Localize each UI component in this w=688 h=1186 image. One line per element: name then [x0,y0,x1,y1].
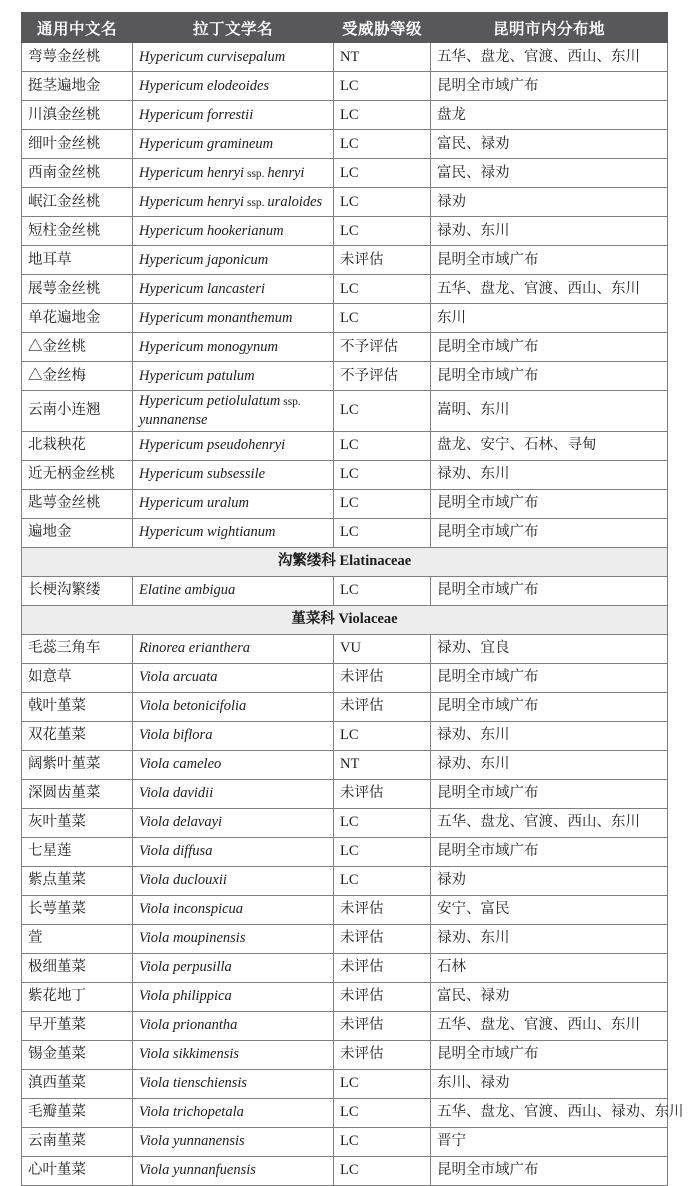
table-row [22,130,668,159]
latin-name-cell [133,333,334,362]
status-cell: LC [334,431,431,460]
status-cell: 未评估 [334,1040,431,1069]
latin-name-cell [133,1011,334,1040]
family-section-label: 沟繁缕科 Elatinaceae [22,547,668,576]
common-name-cell: 毛蕊三角车 [22,634,133,663]
distribution-cell: 昆明全市域广布 [431,489,668,518]
distribution-cell: 富民、禄劝 [431,130,668,159]
latin-name-text: Hypericum henryi [139,164,245,181]
latin-name-cell [133,750,334,779]
distribution-cell: 昆明全市域广布 [431,692,668,721]
distribution-cell: 安宁、富民 [431,895,668,924]
header-row [22,13,668,43]
latin-name-cell [133,924,334,953]
latin-name-cell [133,1069,334,1098]
latin-name-cell [133,895,334,924]
latin-name-cell [133,431,334,460]
table-row [22,391,668,432]
distribution-cell: 昆明全市域广布 [431,576,668,605]
latin-name-text: yunnanense [139,411,208,428]
common-name-cell: 紫花地丁 [22,982,133,1011]
latin-name-text: Hypericum pseudohenryi [139,437,286,454]
status-cell: LC [334,1156,431,1185]
distribution-cell: 昆明全市域广布 [431,333,668,362]
distribution-cell: 昆明全市域广布 [431,1040,668,1069]
latin-name-text: Hypericum patulum [139,367,255,384]
latin-name-cell [133,304,334,333]
table-row [22,72,668,101]
table-row [22,1127,668,1156]
latin-name-text: Hypericum elodeoides [139,77,270,94]
common-name-cell: 单花遍地金 [22,304,133,333]
distribution-cell: 昆明全市域广布 [431,779,668,808]
common-name-cell: 遍地金 [22,518,133,547]
latin-name-text: Viola moupinensis [139,930,246,947]
latin-name-text: Hypericum uralum [139,495,249,512]
status-cell: 未评估 [334,1011,431,1040]
latin-name-text: Hypericum japonicum [139,251,269,268]
common-name-cell: 锡金堇菜 [22,1040,133,1069]
common-name-cell: 岷江金丝桃 [22,188,133,217]
latin-name-cell [133,489,334,518]
distribution-cell: 禄劝、宜良 [431,634,668,663]
latin-name-cell [133,1040,334,1069]
distribution-cell: 昆明全市域广布 [431,72,668,101]
status-cell: NT [334,750,431,779]
table-row [22,43,668,72]
latin-name-text: Viola betonicifolia [139,698,247,715]
latin-name-text: Viola sikkimensis [139,1046,240,1063]
latin-name-text: Hypericum monogynum [139,338,278,355]
common-name-cell: 心叶堇菜 [22,1156,133,1185]
latin-name-cell [133,1098,334,1127]
distribution-cell: 石林 [431,953,668,982]
common-name-cell: 阔紫叶堇菜 [22,750,133,779]
distribution-cell: 禄劝、东川 [431,924,668,953]
latin-name-text: Viola inconspicua [139,901,244,918]
common-name-cell: 萱 [22,924,133,953]
table-row [22,895,668,924]
family-section-row [22,547,668,576]
latin-name-text: Hypericum gramineum [139,135,274,152]
distribution-cell: 昆明全市域广布 [431,246,668,275]
table-row [22,924,668,953]
common-name-cell: 戟叶堇菜 [22,692,133,721]
common-name-cell: 弯萼金丝桃 [22,43,133,72]
common-name-cell: 长梗沟繁缕 [22,576,133,605]
latin-name-text: Hypericum wightianum [139,524,276,541]
latin-name-cell [133,362,334,391]
common-name-cell: 滇西堇菜 [22,1069,133,1098]
table-body [22,43,684,1186]
status-cell: LC [334,489,431,518]
distribution-cell: 盘龙、安宁、石林、寻甸 [431,431,668,460]
distribution-cell: 禄劝、东川 [431,750,668,779]
status-cell: LC [334,808,431,837]
latin-name-text: Hypericum lancasteri [139,280,266,297]
latin-name-text: Hypericum hookerianum [139,222,284,239]
distribution-cell: 富民、禄劝 [431,982,668,1011]
latin-name-text: Viola davidii [139,785,214,802]
column-header-common-name: 通用中文名 [22,13,133,43]
status-cell: LC [334,1069,431,1098]
status-cell: LC [334,275,431,304]
latin-name-text: henryi [267,164,305,181]
status-cell: LC [334,304,431,333]
status-cell: 未评估 [334,895,431,924]
latin-name-text: Viola diffusa [139,843,213,860]
status-cell: NT [334,43,431,72]
latin-name-text: Viola trichopetala [139,1104,244,1121]
distribution-cell: 盘龙 [431,101,668,130]
latin-name-cell [133,246,334,275]
common-name-cell: 西南金丝桃 [22,159,133,188]
common-name-cell: 深圆齿堇菜 [22,779,133,808]
latin-name-text: Viola cameleo [139,756,222,773]
latin-name-cell [133,43,334,72]
common-name-cell: 川滇金丝桃 [22,101,133,130]
common-name-cell: △金丝梅 [22,362,133,391]
table-row [22,808,668,837]
common-name-cell: 灰叶堇菜 [22,808,133,837]
latin-name-text: Viola yunnanensis [139,1133,245,1150]
status-cell: LC [334,460,431,489]
latin-name-cell [133,159,334,188]
table-row [22,188,668,217]
latin-name-text: Hypericum forrestii [139,106,254,123]
species-table [21,12,684,1186]
latin-name-cell [133,663,334,692]
table-row [22,304,668,333]
common-name-cell: 紫点堇菜 [22,866,133,895]
latin-name-cell [133,721,334,750]
distribution-cell: 禄劝、东川 [431,460,668,489]
distribution-cell: 五华、盘龙、官渡、西山、东川 [431,275,668,304]
latin-name-cell [133,188,334,217]
common-name-cell: 挺茎遍地金 [22,72,133,101]
latin-name-text: Hypericum curvisepalum [139,48,286,65]
latin-name-cell [133,391,334,432]
common-name-cell: 北栽秧花 [22,431,133,460]
common-name-cell: 极细堇菜 [22,953,133,982]
distribution-cell: 昆明全市域广布 [431,663,668,692]
latin-name-cell [133,808,334,837]
common-name-cell: △金丝桃 [22,333,133,362]
distribution-cell: 嵩明、东川 [431,391,668,432]
common-name-cell: 双花堇菜 [22,721,133,750]
status-cell: LC [334,101,431,130]
distribution-cell: 东川、禄劝 [431,1069,668,1098]
latin-name-text: Viola perpusilla [139,959,232,976]
table-row [22,982,668,1011]
table-row [22,779,668,808]
table-row [22,634,668,663]
column-header-distribution: 昆明市内分布地 [431,13,668,43]
table-row [22,692,668,721]
status-cell: LC [334,518,431,547]
latin-name-cell [133,576,334,605]
status-cell: LC [334,217,431,246]
common-name-cell: 七星莲 [22,837,133,866]
status-cell: 未评估 [334,692,431,721]
latin-name-cell [133,982,334,1011]
latin-name-cell [133,275,334,304]
table-row [22,489,668,518]
latin-name-text: Rinorea erianthera [139,640,251,657]
distribution-cell: 东川 [431,304,668,333]
distribution-cell: 富民、禄劝 [431,159,668,188]
latin-name-cell [133,634,334,663]
status-cell: LC [334,72,431,101]
latin-name-text: Viola yunnanfuensis [139,1162,256,1179]
table-row [22,721,668,750]
status-cell: 未评估 [334,953,431,982]
distribution-cell: 五华、盘龙、官渡、西山、东川 [431,1011,668,1040]
latin-name-cell [133,837,334,866]
latin-name-text: Elatine ambigua [139,582,236,599]
latin-name-text: Viola delavayi [139,814,223,831]
common-name-cell: 地耳草 [22,246,133,275]
status-cell: 不予评估 [334,333,431,362]
table-row [22,518,668,547]
status-cell: LC [334,1098,431,1127]
common-name-cell: 云南堇菜 [22,1127,133,1156]
latin-name-text: Viola biflora [139,727,213,744]
latin-name-text: Viola duclouxii [139,872,227,889]
latin-name-cell [133,518,334,547]
status-cell: LC [334,391,431,432]
latin-name-text: Hypericum petiolulatum [139,393,281,409]
distribution-cell: 五华、盘龙、官渡、西山、东川 [431,808,668,837]
status-cell: 未评估 [334,924,431,953]
status-cell: LC [334,837,431,866]
table-row [22,1156,668,1185]
table-row [22,333,668,362]
common-name-cell: 展萼金丝桃 [22,275,133,304]
latin-name-cell [133,779,334,808]
distribution-cell: 禄劝、东川 [431,721,668,750]
table-row [22,246,668,275]
latin-name-text: Hypericum monanthemum [139,309,293,326]
table-row [22,1069,668,1098]
status-cell: LC [334,159,431,188]
table-row [22,159,668,188]
status-cell: 未评估 [334,779,431,808]
common-name-cell: 短柱金丝桃 [22,217,133,246]
table-row [22,217,668,246]
table-row [22,576,668,605]
latin-name-cell [133,1127,334,1156]
latin-name-cell [133,692,334,721]
status-cell: 未评估 [334,982,431,1011]
column-header-threat-level: 受威胁等级 [334,13,431,43]
distribution-cell: 昆明全市域广布 [431,518,668,547]
family-section-label: 堇菜科 Violaceae [22,605,668,634]
latin-name-text: Viola tienschiensis [139,1075,248,1092]
latin-name-text: Viola philippica [139,988,232,1005]
latin-name-text: Viola prionantha [139,1017,238,1034]
table-header [22,13,668,43]
common-name-cell: 早开堇菜 [22,1011,133,1040]
distribution-cell: 五华、盘龙、官渡、西山、禄劝、东川 [431,1098,668,1127]
table-row [22,953,668,982]
table-row [22,362,668,391]
status-cell: VU [334,634,431,663]
table-row [22,101,668,130]
common-name-cell: 近无柄金丝桃 [22,460,133,489]
status-cell: 未评估 [334,246,431,275]
distribution-cell: 晋宁 [431,1127,668,1156]
status-cell: LC [334,130,431,159]
status-cell: LC [334,721,431,750]
status-cell: LC [334,188,431,217]
status-cell: LC [334,576,431,605]
latin-name-text: Hypericum subsessile [139,466,266,483]
table-row [22,1011,668,1040]
status-cell: LC [334,866,431,895]
subspecies-marker: ssp. [280,396,301,408]
latin-name-cell [133,1156,334,1185]
column-header-latin-name: 拉丁文学名 [133,13,334,43]
latin-name-text: Viola arcuata [139,669,218,686]
latin-name-cell [133,217,334,246]
subspecies-marker: ssp. [244,167,268,180]
latin-name-text: uraloides [267,193,323,210]
distribution-cell: 禄劝 [431,866,668,895]
distribution-cell: 禄劝、东川 [431,217,668,246]
latin-name-cell [133,72,334,101]
common-name-cell: 云南小连翘 [22,391,133,432]
table-row [22,750,668,779]
table-row [22,431,668,460]
distribution-cell: 昆明全市域广布 [431,837,668,866]
latin-name-cell [133,953,334,982]
status-cell: 不予评估 [334,362,431,391]
status-cell: LC [334,1127,431,1156]
common-name-cell: 如意草 [22,663,133,692]
table-row [22,275,668,304]
latin-name-cell [133,130,334,159]
status-cell: 未评估 [334,663,431,692]
table-row [22,1040,668,1069]
distribution-cell: 禄劝 [431,188,668,217]
latin-name-cell [133,101,334,130]
table-row [22,460,668,489]
table-row [22,663,668,692]
subspecies-marker: ssp. [244,196,268,209]
common-name-cell: 长萼堇菜 [22,895,133,924]
distribution-cell: 昆明全市域广布 [431,362,668,391]
common-name-cell: 匙萼金丝桃 [22,489,133,518]
distribution-cell: 五华、盘龙、官渡、西山、东川 [431,43,668,72]
common-name-cell: 细叶金丝桃 [22,130,133,159]
distribution-cell: 昆明全市域广布 [431,1156,668,1185]
table-row [22,866,668,895]
latin-name-text: Hypericum henryi [139,193,245,210]
family-section-row [22,605,668,634]
common-name-cell: 毛瓣堇菜 [22,1098,133,1127]
table-row [22,1098,668,1127]
latin-name-cell [133,460,334,489]
latin-name-cell [133,866,334,895]
table-row [22,837,668,866]
